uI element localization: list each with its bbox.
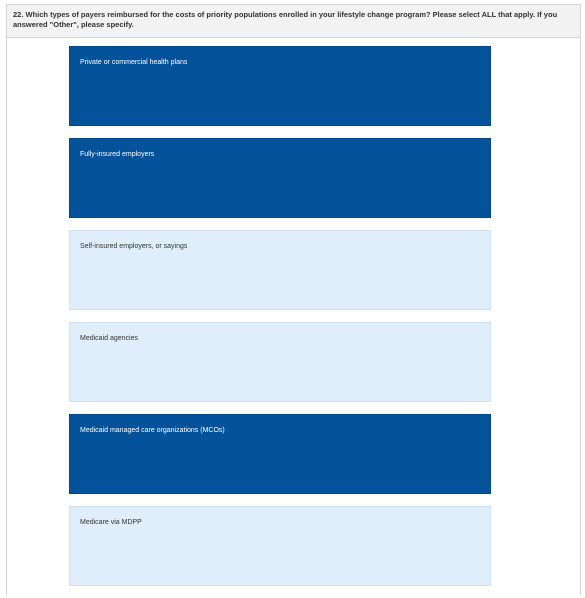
option-medicaid-agencies[interactable] [69,322,491,402]
option-private-commercial-health-plans[interactable] [69,46,491,126]
option-label: Medicaid managed care organizations (MCOs) [80,427,225,434]
option-label: Fully-insured employers [80,151,155,158]
option-medicare-via-mdpp[interactable] [69,506,491,586]
option-medicaid-mcos[interactable] [69,414,491,494]
option-label: Medicare via MDPP [80,519,142,526]
option-label: Self-insured employers, or sayings [80,243,188,250]
question-text: 22. Which types of payers reimbursed for the costs of priority populations enrolled in your lifestyle change program? Please select ALL that apply. If you answered "Other", please specify. [13,10,558,29]
question-header [6,4,581,38]
option-fully-insured-employers[interactable] [69,138,491,218]
option-self-insured-employers[interactable] [69,230,491,310]
option-label: Private or commercial health plans [80,59,188,66]
option-label: Medicaid agencies [80,335,138,342]
answer-options-list [69,46,491,598]
